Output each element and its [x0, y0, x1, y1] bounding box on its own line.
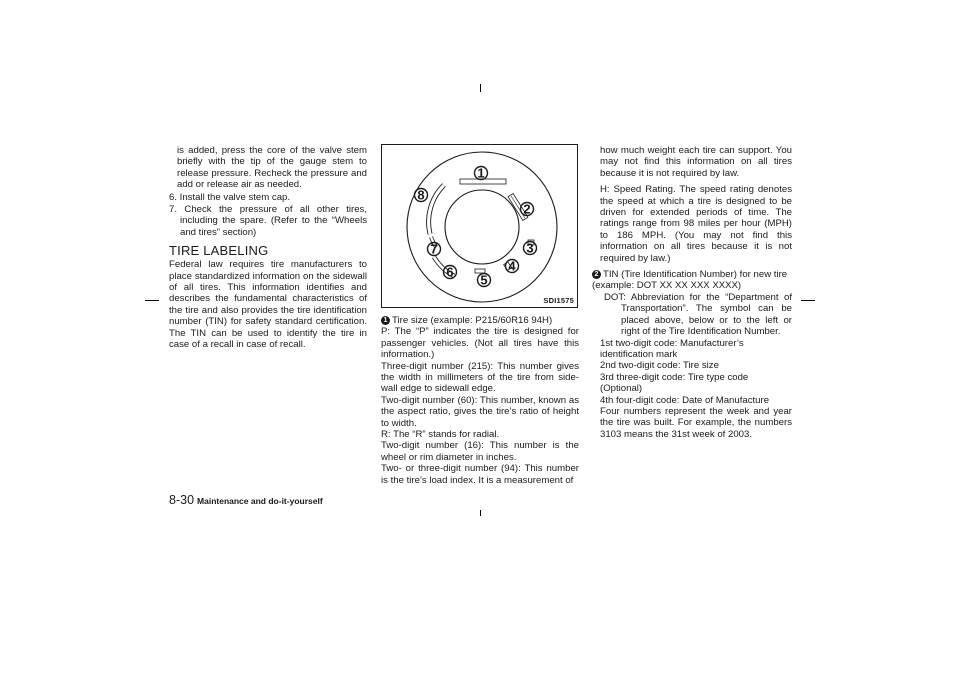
- dot-explanation: DOT: Abbreviation for the “Department of Transportation”. The symbol can be placed above, below or to the left or right of the Tire Identification Number.: [604, 291, 792, 338]
- r-explanation: R: The “R” stands for radial.: [381, 429, 500, 441]
- load-index-continued: how much weight each tire can support. You may not find this information on all tires because it is not required by law.: [600, 145, 792, 179]
- svg-text:4: 4: [508, 258, 516, 274]
- p-explanation: P: The “P” indicates the tire is designed for passenger vehicles. (Not all tires have this information.): [381, 326, 579, 361]
- step-7: 7. Check the pressure of all other tires, including the spare. (Refer to the “Wheels and tires” section): [169, 204, 367, 238]
- svg-text:2: 2: [523, 201, 531, 217]
- speed-rating-explanation: H: Speed Rating. The speed rating denotes the speed at which a tire is designed to be driven for extended periods of time. The ratings range from 98 miles per hour (MPH) to 186 MPH. (You may not find this information on all tires because it is not required by law.): [600, 184, 792, 264]
- svg-text:3: 3: [526, 240, 534, 256]
- section-title: Maintenance and do-it-yourself: [197, 496, 323, 506]
- item-1-title-line: [381, 315, 579, 326]
- tire-sidewall-figure: [381, 144, 578, 308]
- code-3rd: 3rd three-digit code: Tire type code (Optional): [600, 371, 749, 395]
- code-2nd: 2nd two-digit code: Tire size: [600, 360, 719, 372]
- week-year-explanation: Four numbers represent the week and year the tire was built. For example, the numbers 3103 means the 31st week of 2003.: [600, 405, 792, 440]
- item-1-number-icon: 1: [381, 316, 390, 325]
- section-heading: TIRE LABELING: [169, 243, 269, 259]
- code-4th: 4th four-digit code: Date of Manufacture: [600, 394, 770, 406]
- item-1-title: Tire size (example: P215/60R16 94H): [392, 315, 553, 326]
- crop-mark-top: [480, 84, 481, 92]
- item-2-number-icon: 2: [592, 270, 601, 279]
- right-column: [592, 145, 792, 440]
- crop-mark-left: [145, 300, 159, 301]
- tire-diagram: [382, 145, 577, 307]
- step-6: 6. Install the valve stem cap.: [169, 191, 291, 203]
- tire-labeling-paragraph: Federal law requires tire manufacturers to place standardized information on the sidewall of all tires. This information identifies and describes the fundamental characteristics of the tire and also provides the tire identification number (TIN) for safety standard certification. The TIN can be used to identify the tire in case of a recall in case of recall.: [169, 259, 367, 351]
- page-footer: [169, 491, 323, 509]
- middle-column: [381, 315, 579, 486]
- page-number: 8-30: [169, 493, 195, 507]
- svg-text:1: 1: [477, 165, 485, 181]
- item-2-title: TIN (Tire Identification Number) for new tire (example: DOT XX XX XXX XXXX): [592, 269, 788, 292]
- intro-continued-text: is added, press the core of the valve stem briefly with the tip of the gauge stem to release pressure. Recheck the pressure and add or release air as needed.: [177, 145, 367, 191]
- two-digit-explanation: Two-digit number (60): This number, known as the aspect ratio, gives the tire’s ratio of height to width.: [381, 394, 579, 429]
- svg-text:7: 7: [430, 241, 438, 257]
- rim-diameter-explanation: Two-digit number (16): This number is the wheel or rim diameter in inches.: [381, 440, 579, 463]
- crop-mark-bottom: [480, 510, 481, 516]
- item-2-title-line: [592, 269, 792, 292]
- figure-code: SDI1575: [543, 296, 574, 305]
- svg-text:5: 5: [480, 272, 488, 288]
- load-index-explanation: Two- or three-digit number (94): This number is the tire’s load index. It is a measurement of: [381, 463, 579, 486]
- left-column: [169, 145, 367, 351]
- code-1st: 1st two-digit code: Manufacturer’s identification mark: [600, 337, 744, 360]
- svg-text:6: 6: [446, 264, 454, 280]
- crop-mark-right: [801, 300, 815, 301]
- three-digit-explanation: Three-digit number (215): This number gives the width in millimeters of the tire from side-wall edge to sidewall edge.: [381, 360, 579, 395]
- svg-text:8: 8: [417, 187, 425, 203]
